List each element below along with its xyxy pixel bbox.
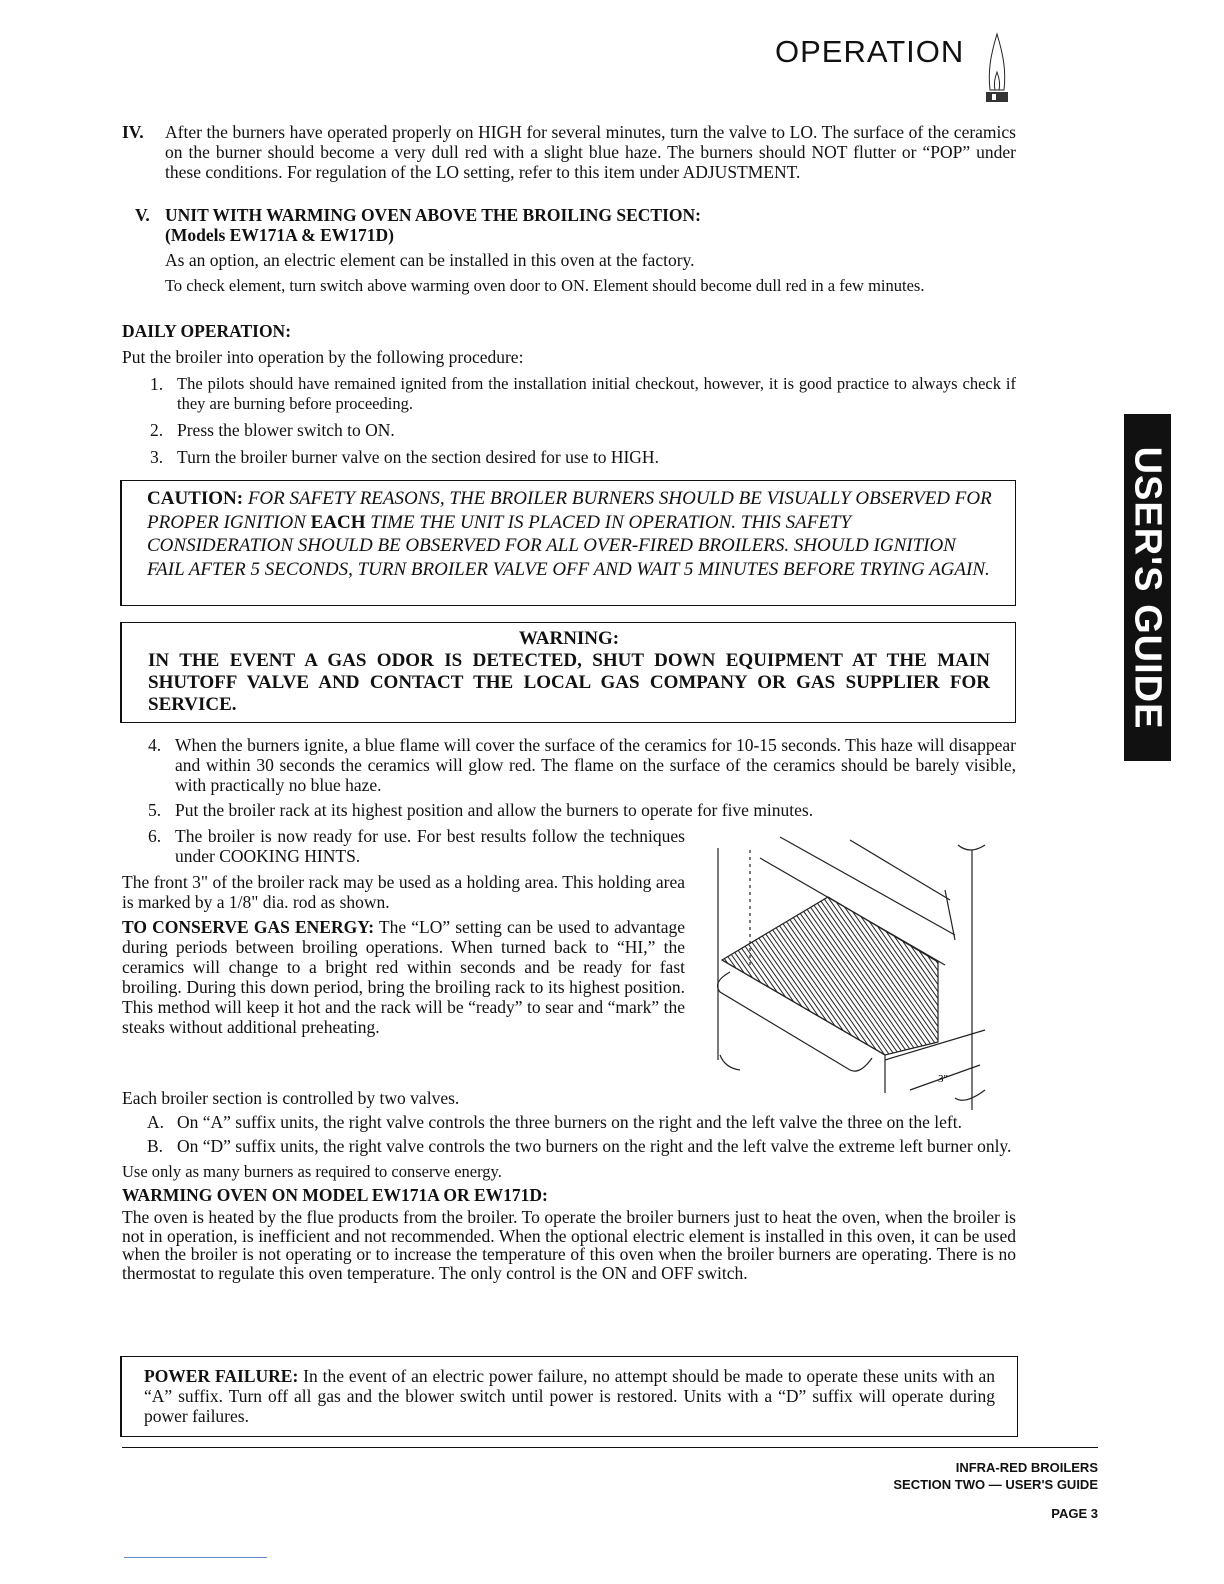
holding-area-text: The front 3" of the broiler rack may be used as a holding area. This holding area is marked by a 1/8" dia. rod as shown. [122,872,685,912]
step-text: Press the blower switch to ON. [177,420,395,440]
paragraph: Each broiler section is controlled by two valves. [122,1088,460,1108]
broiler-rack-illustration [700,820,1020,1110]
paragraph: Put the broiler into operation by the following procedure: [122,347,524,367]
step-number: 4. [148,735,162,755]
step [148,826,685,866]
step-number: 5. [148,800,162,820]
step [148,800,1016,820]
power-failure-box [120,1356,1018,1437]
list-item [122,1112,1016,1132]
paragraph: To check element, turn switch above warming oven door to ON. Element should become dull red in a few minutes. [165,276,925,295]
paragraph: As an option, an electric element can be installed in this oven at the factory. [165,250,695,270]
section-heading: DAILY OPERATION: [122,321,292,341]
dimension-label: 3" [938,1073,948,1085]
daily-operation [122,321,1016,467]
item-letter: B. [147,1136,164,1156]
step [122,447,1016,467]
step-number: 2. [150,420,164,440]
section-heading: UNIT WITH WARMING OVEN ABOVE THE BROILING SECTION: [165,205,701,225]
caution-text: TIME THE UNIT IS PLACED IN OPERATION. THIS SAFETY CONSIDERATION SHOULD BE OBSERVED FOR ALL OVER-FIRED BROILERS. SHOULD IGNITION FAIL AFTER 5 SECONDS, TURN BROILER VALVE OFF AND WAIT 5 MINUTES BEFORE TRYING AGAIN. [147,511,990,580]
step-text: Turn the broiler burner valve on the section desired for use to HIGH. [177,447,659,467]
paragraph: The oven is heated by the flue products from the broiler. To operate the broiler burners just to heat the oven, when the broiler is not in operation, is inefficient and not recommended. When the optional electric element is installed in this oven, it can be used when the broiler is not operating or to increase the temperature of this oven when the broiler burners are operating. There is no thermostat to regulate this oven temperature. The only control is the ON and OFF switch. [122,1207,1016,1283]
item-text: On “D” suffix units, the right valve controls the two burners on the right and the left valve the extreme left burner only. [177,1136,1012,1156]
paragraph: The “LO” setting can be used to advantage during periods between broiling operations. When turned back to “HI,” the ceramics will change to a bright red within seconds and be ready for fast broiling. During this down period, bring the broiling rack to its highest position. This method will keep it hot and the rack will be “ready” to sear and “mark” the steaks without additional preheating. [122,917,686,1037]
paragraph: After the burners have operated properly on HIGH for several minutes, turn the valve to LO. The surface of the ceramics on the burner should become a very dull red with a slight blue haze. The burners should NOT flutter or “POP” under these conditions. For regulation of the LO setting, refer to this item under ADJUSTMENT. [165,122,1016,182]
warning-box [120,622,1016,723]
step-number: 1. [150,374,164,394]
tab-label: USER'S GUIDE [1126,446,1169,729]
step [122,420,1016,440]
step-number: 3. [150,447,164,467]
flame-icon [980,32,1016,110]
page-number: PAGE 3 [1051,1506,1098,1521]
valves-section [122,1088,1016,1282]
users-guide-tab [1124,414,1171,761]
models-subheading: (Models EW171A & EW171D) [165,225,394,245]
step [122,374,1016,414]
section-number: IV. [122,122,144,142]
footer-section: SECTION TWO — USER'S GUIDE [893,1477,1098,1492]
divider [124,1557,267,1558]
caution-text: FOR SAFETY REASONS, THE BROILER BURNERS SHOULD BE VISUALLY OBSERVED FOR PROPER IGNITION [147,488,992,533]
section-number: V. [135,205,150,225]
section-v [135,205,1016,296]
warning-label: WARNING: [518,628,620,649]
item-text: On “A” suffix units, the right valve controls the three burners on the right and the left valve the three on the left. [177,1112,962,1132]
paragraph: Use only as many burners as required to conserve energy. [122,1162,502,1181]
caution-box [120,480,1016,606]
caution-label: CAUTION: [147,488,244,509]
section-iv [122,122,1016,182]
power-failure-label: POWER FAILURE: [144,1366,299,1386]
step-text: The broiler is now ready for use. For best results follow the techniques under COOKING HINTS. [175,826,685,866]
caution-emphasis: EACH [310,511,366,533]
left-column [122,872,685,1037]
paragraph: In the event of an electric power failure, no attempt should be made to operate these units with an “A” suffix. Turn off all gas and the blower switch until power is restored. Units with a “D” suffix will operate during power failures. [144,1366,996,1426]
step-number: 6. [148,826,162,846]
footer [893,1459,1098,1522]
section-heading: WARMING OVEN ON MODEL EW171A OR EW171D: [122,1185,548,1205]
step-text: When the burners ignite, a blue flame will cover the surface of the ceramics for 10-15 seconds. This haze will disappear and within 30 seconds the ceramics will glow red. The flame on the surface of the ceramics should be barely visible, with practically no blue haze. [175,735,1016,795]
step-text: Put the broiler rack at its highest position and allow the burners to operate for five minutes. [175,800,814,820]
footer-title: INFRA-RED BROILERS [955,1460,1098,1475]
page-title: OPERATION [775,34,965,69]
item-letter: A. [147,1112,165,1132]
step-text: The pilots should have remained ignited from the installation initial checkout, however, it is good practice to always check if they are burning before proceeding. [177,374,1016,413]
list-item [122,1136,1016,1156]
step [148,735,1016,795]
section-heading: TO CONSERVE GAS ENERGY: [122,917,375,937]
warning-text: IN THE EVENT A GAS ODOR IS DETECTED, SHUT DOWN EQUIPMENT AT THE MAIN SHUTOFF VALVE AND CONTACT THE LOCAL GAS COMPANY OR GAS SUPPLIER FOR SERVICE. [148,650,990,715]
steps-continued [148,735,1016,820]
footer-rule [122,1447,1098,1448]
